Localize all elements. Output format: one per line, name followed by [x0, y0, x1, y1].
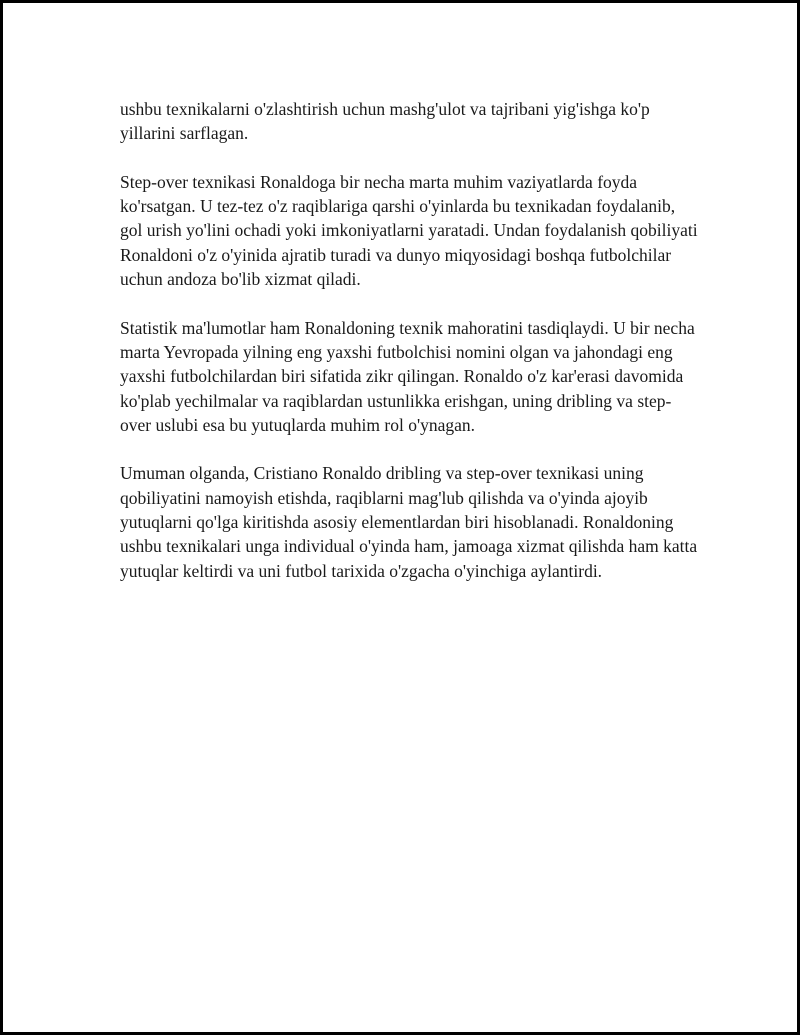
paragraph-3: Statistik ma'lumotlar ham Ronaldoning texnik mahoratini tasdiqlaydi. U bir necha marta Yevropada yilning eng yaxshi futbolchisi nomini olgan va jahondagi eng yaxshi futbolchilardan biri sifatida zikr qilingan. Ronaldo o'z kar'erasi davomida ko'plab yechilmalar va raqiblardan ustunlikka erishgan, uning dribling va step-over uslubi esa bu yutuqlarda muhim rol o'ynagan. — [120, 317, 695, 435]
document-body — [120, 97, 700, 607]
paragraph-4: Umuman olganda, Cristiano Ronaldo dribling va step-over texnikasi uning qobiliyatini namoyish etishda, raqiblarni mag'lub qilishda va o'yinda ajoyib yutuqlarni qo'lga kiritishda asosiy elementlardan biri hisoblanadi. Ronaldoning ushbu texnikalari unga individual o'yinda ham, jamoaga xizmat qilishda ham katta yutuqlar keltirdi va uni futbol tarixida o'zgacha o'yinchiga aylantirdi. — [120, 463, 698, 581]
paragraph-2: Step-over texnikasi Ronaldoga bir necha marta muhim vaziyatlarda foyda ko'rsatgan. U tez-tez o'z raqiblariga qarshi o'yinlarda bu texnikadan foydalanib, gol urish yo'lini ochadi yoki imkoniyatlarni yaratadi. Undan foydalanish qobiliyati Ronaldoni o'z o'yinida ajratib turadi va dunyo miqyosidagi boshqa futbolchilar uchun andoza bo'lib xizmat qiladi. — [120, 171, 698, 290]
paragraph-1: ushbu texnikalarni o'zlashtirish uchun mashg'ulot va tajribani yig'ishga ko'p yillarini sarflagan. — [120, 99, 650, 144]
